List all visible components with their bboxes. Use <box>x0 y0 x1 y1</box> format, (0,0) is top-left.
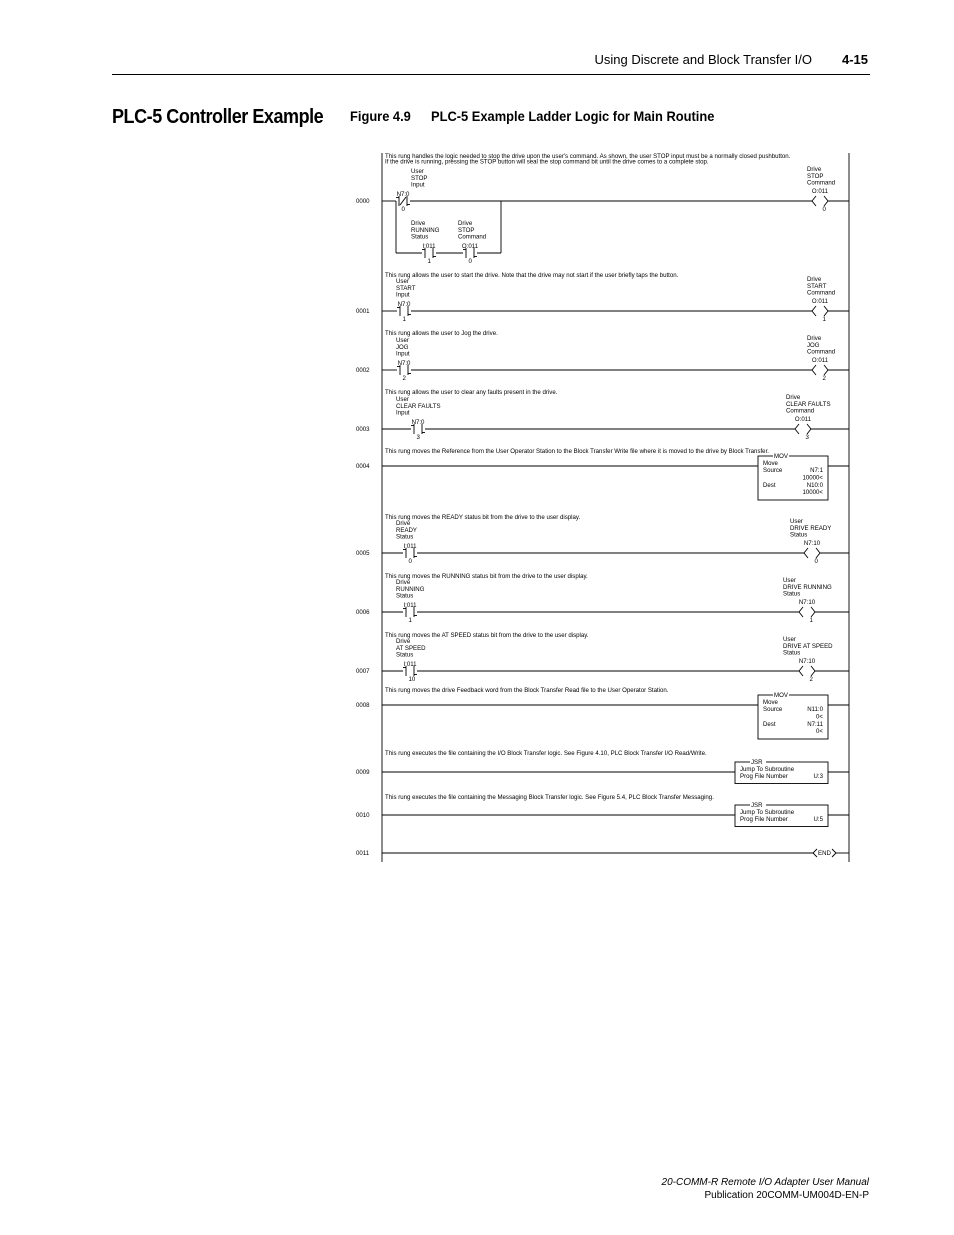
figure-caption-text: PLC-5 Example Ladder Logic for Main Routine <box>430 108 715 124</box>
rung-0003 <box>356 389 849 441</box>
contact-xic <box>396 579 425 624</box>
contact-address: O:011 <box>461 243 479 250</box>
contact-bit: 1 <box>408 617 412 624</box>
rung-0000 <box>356 153 849 265</box>
contact-label: User <box>396 278 409 286</box>
contact-address: I:011 <box>403 602 417 609</box>
instruction-param-value: N11:0 <box>807 706 823 713</box>
coil-label: Drive <box>807 276 822 284</box>
coil-right-bracket <box>811 607 815 617</box>
footer-publication: Publication 20COMM-UM004D-EN-P <box>704 1190 869 1201</box>
coil-label: DRIVE AT SPEED <box>783 642 833 650</box>
instruction-param-value: N7:11 <box>807 720 823 728</box>
contact-label: JOG <box>396 343 409 351</box>
rung-0004 <box>356 448 849 500</box>
coil-label: DRIVE READY <box>790 524 832 532</box>
rung-comment: This rung moves the Reference from the User Operator Station to the Block Transfer Write file where it is moved to the drive by Block Transfer. <box>385 448 769 455</box>
instruction-param-name: Dest <box>763 720 776 728</box>
rung-number: 0007 <box>356 668 370 675</box>
coil-label: CLEAR FAULTS <box>786 400 831 408</box>
contact-bit: 0 <box>408 558 412 565</box>
rung-comment: This rung moves the RUNNING status bit from the drive to the user display. <box>385 573 588 580</box>
contact-label: User <box>396 396 409 404</box>
coil-label: JOG <box>807 341 820 349</box>
contact-label: START <box>396 284 416 292</box>
instruction-name: MOV <box>774 692 788 699</box>
contact-label: User <box>411 168 424 176</box>
rung-0006 <box>356 573 849 624</box>
contact-label: Status <box>411 233 429 241</box>
instruction-desc: Move <box>763 699 778 706</box>
output-coil <box>807 276 835 323</box>
coil-address: O:011 <box>794 416 812 423</box>
contact-address: N7:0 <box>397 301 411 308</box>
rung-0001 <box>356 272 849 323</box>
instruction-param-name: Prog File Number <box>740 773 788 780</box>
contact-address: I:011 <box>422 243 436 250</box>
contact-label: Status <box>396 651 414 659</box>
instruction-param-value: U:5 <box>813 816 823 823</box>
contact-bit: 1 <box>427 258 431 265</box>
rung-0011 <box>356 849 849 857</box>
output-coil <box>783 636 833 683</box>
contact-address: N7:0 <box>396 191 410 198</box>
rung-number: 0006 <box>356 609 370 616</box>
output-coil <box>807 335 835 382</box>
coil-label: Command <box>807 179 836 187</box>
coil-label: DRIVE RUNNING <box>783 583 832 591</box>
rung-number: 0000 <box>356 198 370 205</box>
instruction-name: MOV <box>774 453 788 460</box>
contact-xic <box>396 278 416 323</box>
rung-comment: This rung executes the file containing the Messaging Block Transfer logic. See Figure 5.4, PLC Block Transfer Messaging. <box>385 794 714 801</box>
contact-label: Drive <box>411 220 426 228</box>
instruction-param-name: Prog File Number <box>740 816 788 823</box>
coil-address: N7:10 <box>798 599 816 606</box>
coil-left-bracket <box>812 365 816 375</box>
instruction-desc: Jump To Subroutine <box>740 766 795 773</box>
instruction-param-name: Source <box>763 706 783 713</box>
coil-left-bracket <box>812 306 816 316</box>
rung-comment: This rung moves the drive Feedback word from the Block Transfer Read file to the User Operator Station. <box>385 687 669 694</box>
instruction-param-value: 0< <box>816 728 823 736</box>
rung-comment: This rung allows the user to Jog the drive. <box>385 330 498 337</box>
coil-left-bracket <box>799 666 803 676</box>
rung-0010 <box>356 794 849 827</box>
rung-number: 0003 <box>356 426 370 433</box>
instruction-desc: Move <box>763 460 778 467</box>
instruction-param-value: 10000< <box>802 474 823 482</box>
contact-xio <box>396 168 427 213</box>
coil-label: User <box>790 518 803 526</box>
contact-bit: 10 <box>408 676 416 683</box>
section-title: PLC-5 Controller Example <box>112 106 324 128</box>
coil-left-bracket <box>799 607 803 617</box>
output-coil <box>786 394 831 441</box>
coil-label: Command <box>807 289 836 297</box>
coil-label: Drive <box>807 335 822 343</box>
coil-label: Drive <box>807 166 822 174</box>
coil-right-bracket <box>816 548 820 558</box>
coil-bit: 2 <box>809 676 813 683</box>
end-left-bracket <box>813 849 817 857</box>
contact-label: AT SPEED <box>396 644 426 652</box>
contact-bit: 2 <box>402 375 406 382</box>
instruction-box-jsr <box>735 802 828 827</box>
contact-label: Input <box>411 181 425 189</box>
contact-label: Status <box>396 533 414 541</box>
rung-number: 0002 <box>356 367 370 374</box>
coil-right-bracket <box>824 306 828 316</box>
coil-label: Status <box>790 531 808 539</box>
instruction-param-value: N7:1 <box>810 467 823 474</box>
contact-address: I:011 <box>403 543 417 550</box>
coil-left-bracket <box>795 424 799 434</box>
contact-xic <box>396 396 441 441</box>
output-coil <box>790 518 831 565</box>
contact-label: Drive <box>458 220 473 228</box>
rung-0008 <box>356 687 849 739</box>
contact-slash <box>400 197 406 205</box>
parallel-branch <box>396 201 501 265</box>
coil-label: User <box>783 577 796 585</box>
contact-label: Command <box>458 233 487 241</box>
contact-label: User <box>396 337 409 345</box>
contact-address: I:011 <box>403 661 417 668</box>
instruction-box-mov <box>758 692 828 739</box>
end-right-bracket <box>832 849 836 857</box>
rung-0002 <box>356 330 849 382</box>
rung-comment: This rung moves the AT SPEED status bit from the drive to the user display. <box>385 632 589 639</box>
contact-xic <box>396 638 426 683</box>
contact-label: RUNNING <box>396 585 425 593</box>
rung-number: 0004 <box>356 463 370 470</box>
coil-right-bracket <box>807 424 811 434</box>
instruction-param-name: Source <box>763 467 783 474</box>
rung-0007 <box>356 632 849 683</box>
coil-bit: 1 <box>822 316 826 323</box>
coil-bit: 1 <box>809 617 813 624</box>
coil-label: START <box>807 282 827 290</box>
instruction-desc: Jump To Subroutine <box>740 809 795 816</box>
instruction-box-jsr <box>735 759 828 784</box>
coil-bit: 0 <box>822 206 826 213</box>
rung-0005 <box>356 514 849 565</box>
contact-label: READY <box>396 526 417 534</box>
rung-number: 0001 <box>356 308 370 315</box>
contact-label: Status <box>396 592 414 600</box>
contact-xic <box>396 337 411 382</box>
instruction-name: JSR <box>751 759 763 766</box>
coil-bit: 3 <box>805 434 809 441</box>
contact-label: Input <box>396 350 410 358</box>
instruction-box-mov <box>758 453 828 500</box>
contact-address: N7:0 <box>411 419 425 426</box>
end-instruction <box>813 849 836 857</box>
page-footer <box>662 1176 869 1202</box>
output-coil <box>783 577 832 624</box>
contact-bit: 3 <box>416 434 420 441</box>
coil-label: Command <box>807 348 836 356</box>
rung-comment: This rung allows the user to clear any faults present in the drive. <box>385 389 558 396</box>
coil-address: N7:10 <box>803 540 821 547</box>
coil-label: User <box>783 636 796 644</box>
figure-number: Figure 4.9 <box>350 108 411 124</box>
contact-xic <box>396 520 417 565</box>
rung-number: 0009 <box>356 769 370 776</box>
rung-number: 0005 <box>356 550 370 557</box>
rung-number: 0010 <box>356 812 370 819</box>
header-title: Using Discrete and Block Transfer I/O <box>594 52 812 67</box>
end-label: END <box>818 850 831 857</box>
coil-right-bracket <box>824 196 828 206</box>
contact-label: Input <box>396 409 410 417</box>
rung-comment: This rung moves the READY status bit from the drive to the user display. <box>385 514 581 521</box>
coil-right-bracket <box>824 365 828 375</box>
rung-comment: This rung handles the logic needed to stop the drive upon the user's command. As shown, the user STOP input must be a normally closed pushbutton. <box>385 153 791 160</box>
contact-label: Input <box>396 291 410 299</box>
instruction-name: JSR <box>751 802 763 809</box>
contact-bit: 0 <box>401 206 405 213</box>
contact-label: RUNNING <box>411 226 440 234</box>
coil-label: STOP <box>807 172 824 180</box>
contact-label: Drive <box>396 520 411 528</box>
coil-label: Status <box>783 649 801 657</box>
coil-label: Status <box>783 590 801 598</box>
instruction-param-name: Dest <box>763 481 776 489</box>
coil-bit: 2 <box>822 375 826 382</box>
instruction-param-value: U:3 <box>813 773 823 780</box>
contact-label: STOP <box>411 174 428 182</box>
rung-comment: If the drive is running, pressing the STOP button will seal the stop command bit until the drive comes to a complete stop. <box>385 158 709 166</box>
coil-label: Drive <box>786 394 801 402</box>
rung-0009 <box>356 750 849 784</box>
instruction-param-value: 10000< <box>802 489 823 497</box>
contact-xic <box>458 220 486 265</box>
rung-number: 0008 <box>356 702 370 709</box>
contact-label: CLEAR FAULTS <box>396 402 441 410</box>
contact-address: N7:0 <box>397 360 411 367</box>
footer-manual-title: 20-COMM-R Remote I/O Adapter User Manual <box>661 1177 869 1188</box>
instruction-param-value: 0< <box>816 713 823 721</box>
coil-address: N7:10 <box>798 658 816 665</box>
instruction-param-value: N10:0 <box>806 481 823 489</box>
page-number: 4-15 <box>841 52 868 67</box>
coil-left-bracket <box>812 196 816 206</box>
coil-right-bracket <box>811 666 815 676</box>
coil-address: O:011 <box>811 298 829 305</box>
rung-number: 0011 <box>356 850 370 857</box>
output-coil <box>807 166 835 213</box>
contact-label: Drive <box>396 638 411 646</box>
contact-bit: 1 <box>402 316 406 323</box>
coil-address: O:011 <box>811 357 829 364</box>
coil-left-bracket <box>804 548 808 558</box>
contact-label: Drive <box>396 579 411 587</box>
contact-bit: 0 <box>468 258 472 265</box>
rung-comment: This rung executes the file containing the I/O Block Transfer logic. See Figure 4.10, PLC Block Transfer I/O Read/Write. <box>385 750 707 757</box>
rung-comment: This rung allows the user to start the drive. Note that the drive may not start if the user briefly taps the button. <box>385 272 679 279</box>
contact-xic <box>411 220 440 265</box>
coil-bit: 0 <box>814 558 818 565</box>
coil-label: Command <box>786 407 815 415</box>
coil-address: O:011 <box>811 188 829 195</box>
contact-label: STOP <box>458 226 475 234</box>
